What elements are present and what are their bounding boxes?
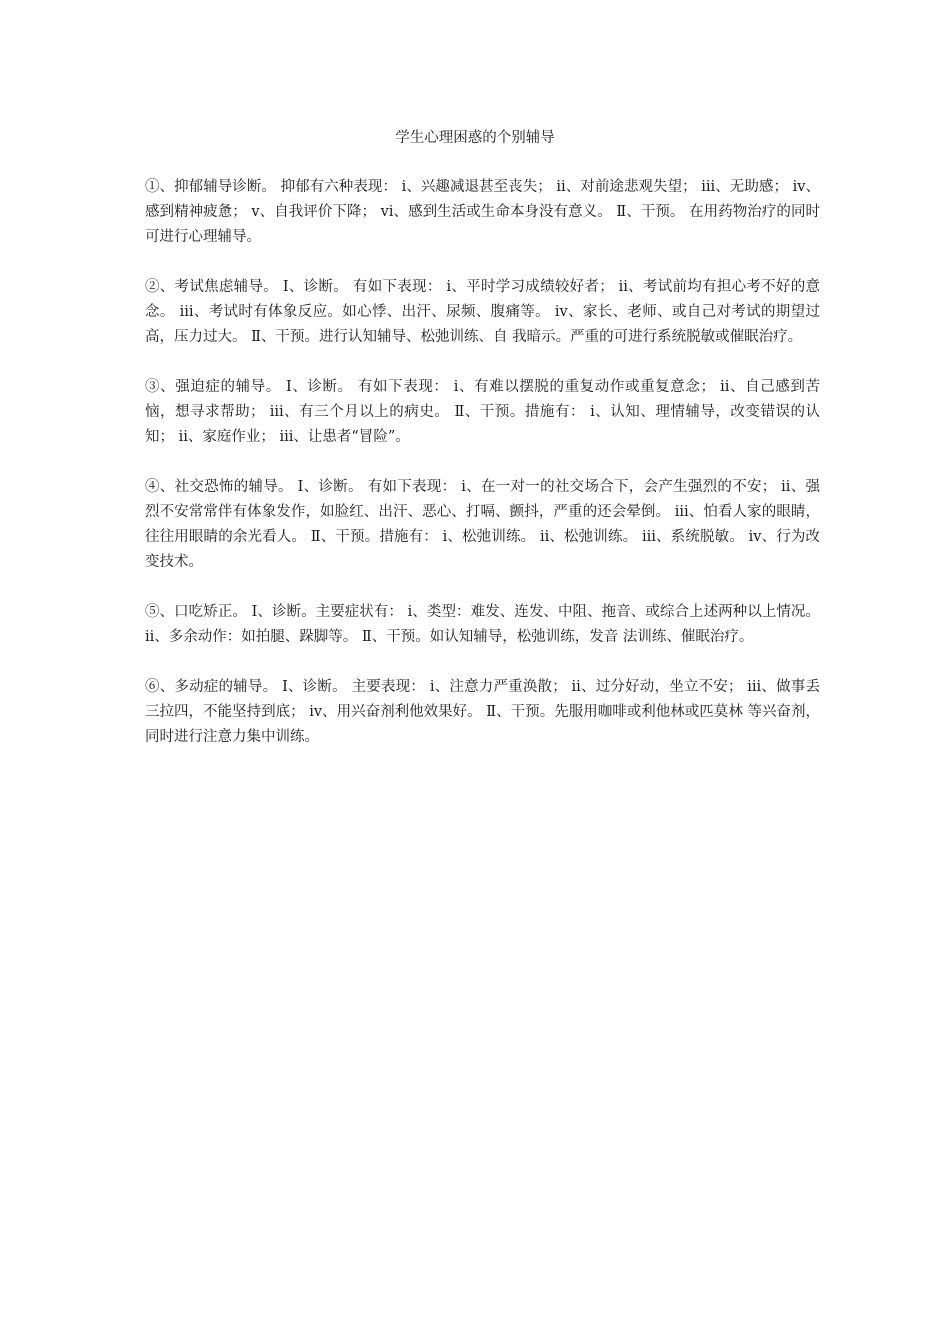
paragraph-exam-anxiety: ②、考试焦虑辅导。 Ⅰ、诊断。 有如下表现： ⅰ、平时学习成绩较好者； ⅱ、考试前均有担心考不好的意念。 ⅲ、考试时有体象反应。如心悸、出汗、尿频、腹痛等。 ⅳ、家长、老师、或自己对考试的期望过高，压力过大。 Ⅱ、干预。进行认知辅导、松弛训练、自 我暗示。严重的可进行系统脱敏或催眠治疗。 xyxy=(145,279,820,345)
paragraph-ocd: ③、强迫症的辅导。 Ⅰ、诊断。 有如下表现： ⅰ、有难以摆脱的重复动作或重复意念； ⅱ、自己感到苦恼，想寻求帮助； ⅲ、有三个月以上的病史。 Ⅱ、干预。措施有： ⅰ、认知、理情辅导，改变错误的认知； ⅱ、家庭作业； ⅲ、让患者“冒险”。 xyxy=(145,379,820,445)
paragraph-stutter: ⑤、口吃矫正。 Ⅰ、诊断。主要症状有： ⅰ、类型：难发、连发、中阻、拖音、或综合上述两种以上情况。 ⅱ、多余动作：如拍腿、跺脚等。 Ⅱ、干预。如认知辅导，松弛训练，发音 法训练、催眠治疗。 xyxy=(145,604,825,645)
paragraph-depression: ①、抑郁辅导诊断。 抑郁有六种表现： ⅰ、兴趣减退甚至丧失； ⅱ、对前途悲观失望； ⅲ、无助感； ⅳ、感到精神疲惫； ⅴ、自我评价下降； ⅵ、感到生活或生命本身没有意义。 Ⅱ、干预。 在用药物治疗的同时可进行心理辅导。 xyxy=(145,179,820,245)
document-title: 学生心理困惑的个别辅导 xyxy=(395,130,555,146)
paragraph-social-phobia: ④、社交恐怖的辅导。 Ⅰ、诊断。 有如下表现： ⅰ、在一对一的社交场合下，会产生强烈的不安； ⅱ、强烈不安常常伴有体象发作，如脸红、出汗、恶心、打嗝、颤抖，严重的还会晕倒。 ⅲ、怕看人家的眼睛，往往用眼睛的余光看人。 Ⅱ、干预。措施有： ⅰ、松弛训练。 ⅱ、松弛训练。 ⅲ、系统脱敏。 ⅳ、行为改变技术。 xyxy=(145,479,820,570)
paragraph-adhd: ⑥、多动症的辅导。 Ⅰ、诊断。 主要表现： ⅰ、注意力严重涣散； ⅱ、过分好动，坐立不安； ⅲ、做事丢三拉四，不能坚持到底； ⅳ、用兴奋剂利他效果好。 Ⅱ、干预。先服用咖啡或利他林或匹莫林 等兴奋剂，同时进行注意力集中训练。 xyxy=(145,679,820,745)
document-body xyxy=(145,175,825,775)
